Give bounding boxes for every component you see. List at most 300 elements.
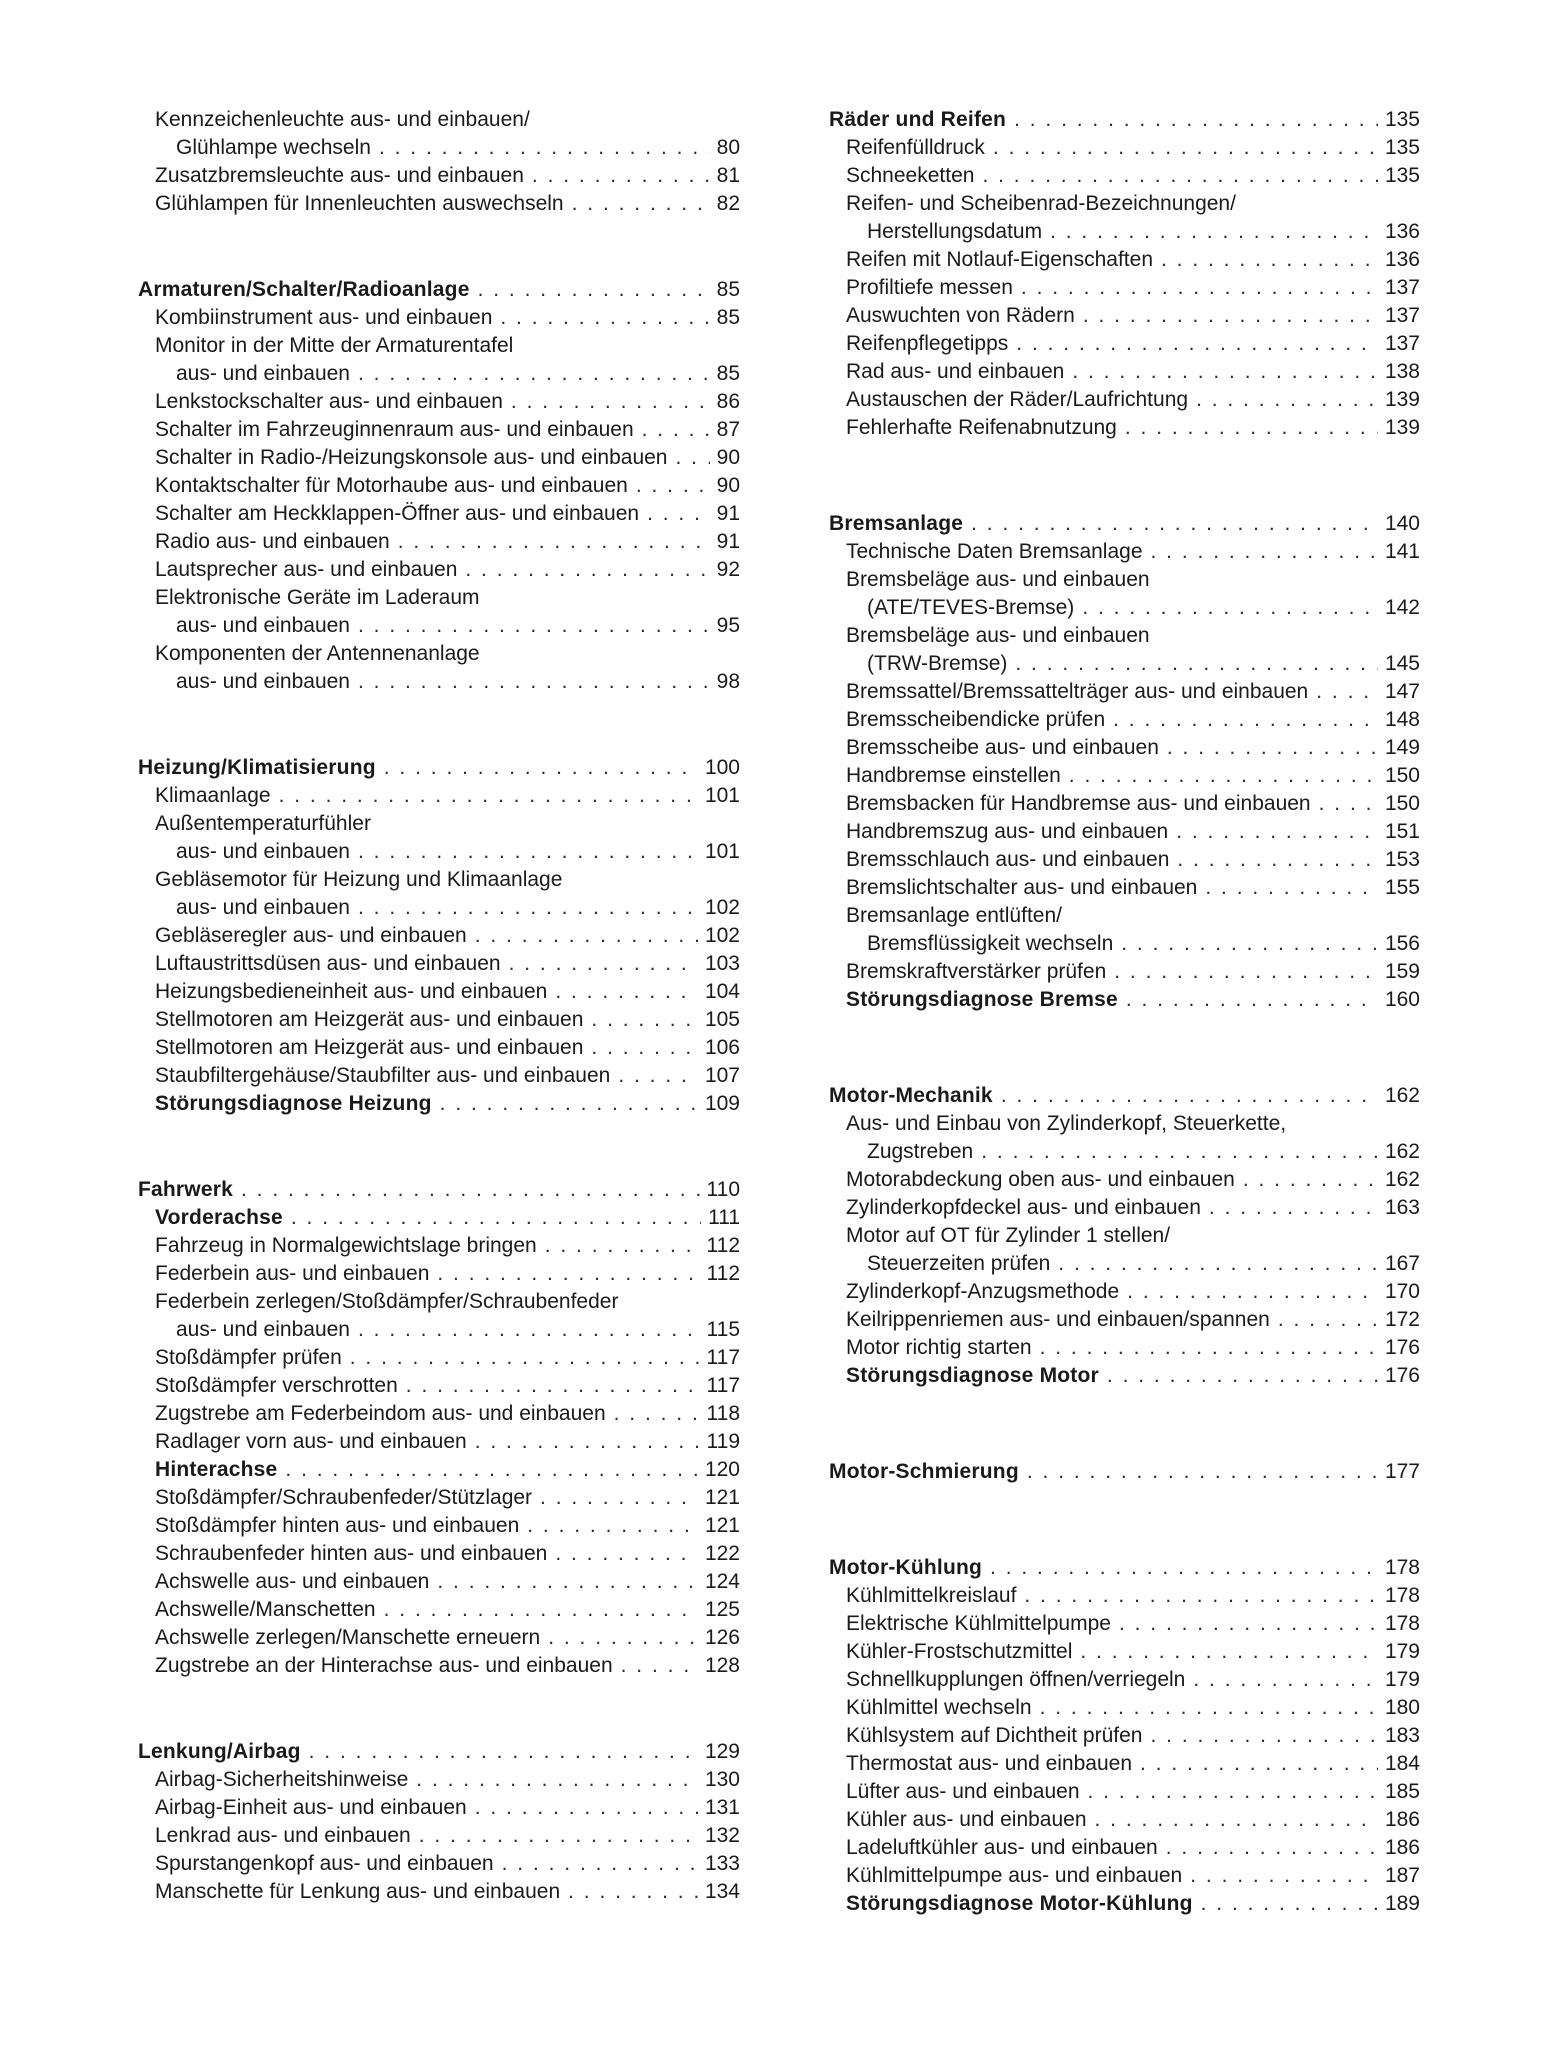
page-number: 187 [1384,1864,1420,1887]
entry-title: Bremssattel/Bremssattelträger aus- und einbauen [846,680,1309,703]
dot-leader [384,1596,698,1624]
entry-title: Gebläseregler aus- und einbauen [155,924,467,947]
entry-title: Achswelle/Manschetten [155,1598,376,1621]
toc-entry [829,1610,1420,1638]
dot-leader [502,1850,698,1878]
page-number: 132 [704,1824,740,1847]
toc-entry [829,1278,1420,1306]
toc-entry [138,640,740,668]
page-number: 178 [1384,1556,1420,1579]
page-number: 170 [1384,1280,1420,1303]
toc-entry [829,594,1420,622]
page-number: 120 [704,1458,740,1481]
page-number: 149 [1384,736,1420,759]
page-number: 179 [1384,1668,1420,1691]
toc-entry [138,668,740,696]
entry-title: Fahrwerk [138,1178,233,1201]
entry-title: Stoßdämpfer/Schraubenfeder/Stützlager [155,1486,533,1509]
toc-entry [829,1334,1420,1362]
toc-column-left [138,106,740,2055]
toc-entry [138,1062,740,1090]
page-number: 185 [1384,1780,1420,1803]
dot-leader [1201,1890,1378,1918]
dot-leader [642,416,710,444]
page-number: 85 [716,362,740,385]
page-number: 186 [1384,1836,1420,1859]
dot-leader [478,276,710,304]
page-number: 136 [1384,220,1420,243]
toc-entry [829,1582,1420,1610]
page-number: 135 [1384,136,1420,159]
entry-title: aus- und einbauen [176,670,350,693]
toc-entry [829,134,1420,162]
page-number: 178 [1384,1612,1420,1635]
page-number: 160 [1384,988,1420,1011]
dot-leader [1058,1250,1378,1278]
entry-title: Klimaanlage [155,784,271,807]
page-number: 117 [706,1374,740,1397]
entry-title: Lenkrad aus- und einbauen [155,1824,411,1847]
toc-entry [138,1652,740,1680]
dot-leader [532,162,710,190]
entry-title: Radio aus- und einbauen [155,530,390,553]
page-number: 137 [1384,276,1420,299]
toc-section [829,1082,1420,1390]
entry-title: Bremsbacken für Handbremse aus- und einbauen [846,792,1311,815]
toc-entry [829,1250,1420,1278]
dot-leader [1278,1306,1378,1334]
entry-title: Lenkung/Airbag [138,1740,301,1763]
dot-leader [614,1400,700,1428]
entry-title: Kühlmittelpumpe aus- und einbauen [846,1864,1183,1887]
toc-entry [138,416,740,444]
dot-leader [1319,790,1378,818]
dot-leader [1177,846,1378,874]
dot-leader [475,1794,698,1822]
toc-entry [138,528,740,556]
entry-title: Zugstrebe am Federbeindom aus- und einbauen [155,1402,606,1425]
page-number: 111 [708,1206,740,1229]
entry-title: Schnellkupplungen öffnen/verriegeln [846,1668,1186,1691]
toc-entry [829,414,1420,442]
toc-entry [829,330,1420,358]
dot-leader [1040,1694,1378,1722]
dot-leader [358,360,710,388]
toc-entry [829,874,1420,902]
dot-leader [1014,106,1378,134]
entry-title: Motor-Kühlung [829,1556,983,1579]
entry-title: Komponenten der Antennenanlage [155,642,480,665]
toc-entry [829,1890,1420,1918]
toc-entry [138,556,740,584]
toc-section [138,1738,740,1906]
page-number: 167 [1384,1252,1420,1275]
page-number: 81 [716,164,740,187]
entry-title: Elektronische Geräte im Laderaum [155,586,480,609]
dot-leader [509,950,698,978]
dot-leader [419,1822,698,1850]
page-number: 85 [716,306,740,329]
toc-entry [138,894,740,922]
page-number: 172 [1384,1308,1420,1331]
toc-entry [138,1090,740,1118]
dot-leader [440,1090,698,1118]
page-number: 186 [1384,1808,1420,1831]
toc-entry [829,818,1420,846]
page-number: 189 [1384,1892,1420,1915]
page-number: 183 [1384,1724,1420,1747]
page-number: 179 [1384,1640,1420,1663]
entry-title: Reifenpflegetipps [846,332,1009,355]
page-number: 138 [1384,360,1420,383]
dot-leader [548,1624,698,1652]
dot-leader [636,472,710,500]
entry-title: Bremsflüssigkeit wechseln [867,932,1114,955]
page-number: 122 [704,1542,740,1565]
toc-entry [829,622,1420,650]
dot-leader [981,1138,1378,1166]
page-number: 112 [706,1234,740,1257]
page-number: 118 [706,1402,740,1425]
entry-title: Herstellungsdatum [867,220,1043,243]
entry-title: Schalter im Fahrzeuginnenraum aus- und einbauen [155,418,634,441]
entry-title: Handbremse einstellen [846,764,1061,787]
dot-leader [990,1554,1378,1582]
dot-leader [1021,274,1378,302]
toc-entry [138,1878,740,1906]
entry-title: Heizungsbedieneinheit aus- und einbauen [155,980,548,1003]
page-number: 147 [1384,680,1420,703]
page-number: 150 [1384,764,1420,787]
dot-leader [1151,538,1378,566]
toc-entry [829,1834,1420,1862]
entry-title: Profiltiefe messen [846,276,1013,299]
page-number: 101 [704,784,740,807]
entry-title: Kühlsystem auf Dichtheit prüfen [846,1724,1143,1747]
dot-leader [1069,762,1378,790]
entry-title: Lüfter aus- und einbauen [846,1780,1080,1803]
page-number: 150 [1384,792,1420,815]
dot-leader [1016,330,1378,358]
page-number: 98 [716,670,740,693]
entry-title: Vorderachse [155,1206,283,1229]
toc-entry [829,790,1420,818]
toc-entry [829,538,1420,566]
toc-entry [829,1110,1420,1138]
page-number: 80 [716,136,740,159]
page-number: 163 [1384,1196,1420,1219]
entry-title: Außentemperaturfühler [155,812,371,835]
toc-entry [829,678,1420,706]
entry-title: (ATE/TEVES-Bremse) [867,596,1075,619]
dot-leader [591,1034,698,1062]
toc-heading [829,1554,1420,1582]
entry-title: Stellmotoren am Heizgerät aus- und einbauen [155,1008,584,1031]
dot-leader [1167,734,1378,762]
entry-title: Schalter am Heckklappen-Öffner aus- und einbauen [155,502,640,525]
entry-title: Bremslichtschalter aus- und einbauen [846,876,1198,899]
toc-section [829,106,1420,442]
toc-entry [138,782,740,810]
dot-leader [358,1316,700,1344]
entry-title: aus- und einbauen [176,840,350,863]
toc-entry [138,978,740,1006]
toc-entry [829,162,1420,190]
page-number: 162 [1384,1084,1420,1107]
dot-leader [1126,986,1378,1014]
entry-title: Technische Daten Bremsanlage [846,540,1143,563]
page-number: 177 [1384,1460,1420,1483]
toc-entry [138,1512,740,1540]
toc-section [138,106,740,218]
toc-entry [829,734,1420,762]
page-number: 110 [706,1178,740,1201]
toc-entry [829,246,1420,274]
entry-title: Schneeketten [846,164,975,187]
entry-title: Handbremszug aus- und einbauen [846,820,1169,843]
entry-title: Stellmotoren am Heizgerät aus- und einbauen [155,1036,584,1059]
page-number: 82 [716,192,740,215]
page-number: 139 [1384,416,1420,439]
dot-leader [291,1204,701,1232]
entry-title: (TRW-Bremse) [867,652,1008,675]
dot-leader [358,668,710,696]
toc-entry [829,846,1420,874]
dot-leader [971,510,1378,538]
dot-leader [591,1006,698,1034]
dot-leader [475,922,698,950]
dot-leader [285,1456,698,1484]
dot-leader [1113,706,1378,734]
entry-title: Stoßdämpfer verschrotten [155,1374,398,1397]
entry-title: Bremsanlage [829,512,964,535]
toc-entry [138,612,740,640]
entry-title: Fehlerhafte Reifenabnutzung [846,416,1117,439]
entry-title: Stoßdämpfer hinten aus- und einbauen [155,1514,520,1537]
entry-title: Zugstreben [867,1140,974,1163]
toc-section [829,1458,1420,1486]
dot-leader [416,1766,698,1794]
dot-leader [568,1878,698,1906]
page-number: 92 [716,558,740,581]
page-number: 106 [704,1036,740,1059]
entry-title: Radlager vorn aus- und einbauen [155,1430,467,1453]
toc-heading [138,1176,740,1204]
entry-title: Motorabdeckung oben aus- und einbauen [846,1168,1235,1191]
toc-entry [138,388,740,416]
entry-title: Motor-Mechanik [829,1084,993,1107]
entry-title: aus- und einbauen [176,362,350,385]
toc-entry [829,1194,1420,1222]
toc-heading [138,276,740,304]
toc-entry [138,162,740,190]
entry-title: Kühler-Frostschutzmittel [846,1640,1073,1663]
dot-leader [379,134,710,162]
page-number: 103 [704,952,740,975]
toc-entry [138,500,740,528]
entry-title: Luftaustrittsdüsen aus- und einbauen [155,952,501,975]
dot-leader [1166,1834,1378,1862]
dot-leader [1125,414,1378,442]
toc-entry [829,1306,1420,1334]
page-number: 176 [1384,1336,1420,1359]
toc-heading [829,106,1420,134]
page-number: 121 [704,1486,740,1509]
toc-entry [138,1006,740,1034]
toc-section [829,510,1420,1014]
page-number: 136 [1384,248,1420,271]
page-number: 109 [704,1092,740,1115]
dot-leader [1050,218,1378,246]
entry-title: Zylinderkopf-Anzugsmethode [846,1280,1120,1303]
page-number: 119 [706,1430,740,1453]
entry-title: Ladeluftkühler aus- und einbauen [846,1836,1158,1859]
dot-leader [350,1344,700,1372]
toc-heading [829,1458,1420,1486]
entry-title: Federbein aus- und einbauen [155,1262,430,1285]
toc-entry [138,1850,740,1878]
entry-title: Motor richtig starten [846,1336,1032,1359]
toc-entry [829,1362,1420,1390]
page-number: 139 [1384,388,1420,411]
dot-leader [1193,1666,1378,1694]
toc-heading [138,754,740,782]
toc-entry [138,1766,740,1794]
dot-leader [1082,594,1378,622]
page-number: 121 [704,1514,740,1537]
toc-entry [138,332,740,360]
toc-entry [829,762,1420,790]
entry-title: Zusatzbremsleuchte aus- und einbauen [155,164,524,187]
entry-title: Reifenfülldruck [846,136,985,159]
entry-title: Stoßdämpfer prüfen [155,1346,342,1369]
toc-heading [829,510,1420,538]
page-number: 180 [1384,1696,1420,1719]
toc-entry [829,274,1420,302]
entry-title: Bremsscheibendicke prüfen [846,708,1106,731]
entry-title: Spurstangenkopf aus- und einbauen [155,1852,494,1875]
toc-entry [138,1260,740,1288]
dot-leader [1316,678,1378,706]
toc-entry [138,950,740,978]
toc-entry [829,1722,1420,1750]
entry-title: Fahrzeug in Normalgewichtslage bringen [155,1234,537,1257]
page-number: 155 [1384,876,1420,899]
dot-leader [500,304,709,332]
toc-section [138,1176,740,1680]
toc-entry [138,1568,740,1596]
entry-title: Keilrippenriemen aus- und einbauen/spannen [846,1308,1270,1331]
page-number: 102 [704,896,740,919]
dot-leader [437,1568,698,1596]
toc-heading [138,1738,740,1766]
entry-title: Monitor in der Mitte der Armaturentafel [155,334,514,357]
toc-entry [138,922,740,950]
dot-leader [406,1372,700,1400]
entry-title: Räder und Reifen [829,108,1007,131]
toc-entry [829,706,1420,734]
entry-title: Lautsprecher aus- und einbauen [155,558,458,581]
page-number: 153 [1384,848,1420,871]
toc-entry [138,1794,740,1822]
dot-leader [1119,1610,1378,1638]
page-number: 133 [704,1852,740,1875]
toc-entry [138,1822,740,1850]
page-number: 148 [1384,708,1420,731]
entry-title: Glühlampe wechseln [176,136,371,159]
dot-leader [384,754,698,782]
dot-leader [1140,1750,1378,1778]
entry-title: Auswuchten von Rädern [846,304,1075,327]
page-number: 135 [1384,108,1420,131]
page-number: 100 [704,756,740,779]
page-number: 128 [704,1654,740,1677]
dot-leader [1114,958,1378,986]
page-number: 162 [1384,1168,1420,1191]
toc-heading [829,1082,1420,1110]
page-number: 104 [704,980,740,1003]
page-number: 137 [1384,332,1420,355]
dot-leader [398,528,710,556]
toc-entry [138,472,740,500]
dot-leader [1196,386,1378,414]
toc-entry [829,1694,1420,1722]
toc-entry [829,958,1420,986]
page-number: 178 [1384,1584,1420,1607]
page-number: 87 [716,418,740,441]
dot-leader [1080,1638,1378,1666]
entry-title: Störungsdiagnose Motor-Kühlung [846,1892,1193,1915]
toc-entry [829,1166,1420,1194]
page-number: 101 [704,840,740,863]
dot-leader [1083,302,1378,330]
toc-entry [138,1456,740,1484]
page-number: 95 [716,614,740,637]
toc-entry [138,1428,740,1456]
toc-entry [829,650,1420,678]
dot-leader [358,894,698,922]
page-number: 134 [704,1880,740,1903]
page-number: 112 [706,1262,740,1285]
entry-title: Bremskraftverstärker prüfen [846,960,1107,983]
entry-title: Gebläsemotor für Heizung und Klimaanlage [155,868,563,891]
toc-entry [138,360,740,388]
toc-section [138,754,740,1118]
page-number: 140 [1384,512,1420,535]
page-number: 142 [1384,596,1420,619]
toc-entry [829,302,1420,330]
entry-title: Heizung/Klimatisierung [138,756,376,779]
page-number: 85 [716,278,740,301]
entry-title: Kühlmittel wechseln [846,1696,1032,1719]
entry-title: aus- und einbauen [176,1318,350,1341]
entry-title: Lenkstockschalter aus- und einbauen [155,390,503,413]
entry-title: Airbag-Sicherheitshinweise [155,1768,409,1791]
entry-title: Staubfiltergehäuse/Staubfilter aus- und einbauen [155,1064,611,1087]
dot-leader [1209,1194,1378,1222]
entry-title: Zugstrebe an der Hinterachse aus- und einbauen [155,1654,613,1677]
entry-title: Zylinderkopfdeckel aus- und einbauen [846,1196,1201,1219]
toc-entry [829,1806,1420,1834]
toc-entry [138,866,740,894]
entry-title: Achswelle zerlegen/Manschette erneuern [155,1626,541,1649]
entry-title: Bremsbeläge aus- und einbauen [846,624,1150,647]
toc-entry [138,444,740,472]
page-number: 126 [704,1626,740,1649]
entry-title: Bremsschlauch aus- und einbauen [846,848,1170,871]
toc-entry [829,1138,1420,1166]
entry-title: Schalter in Radio-/Heizungskonsole aus- und einbauen [155,446,668,469]
